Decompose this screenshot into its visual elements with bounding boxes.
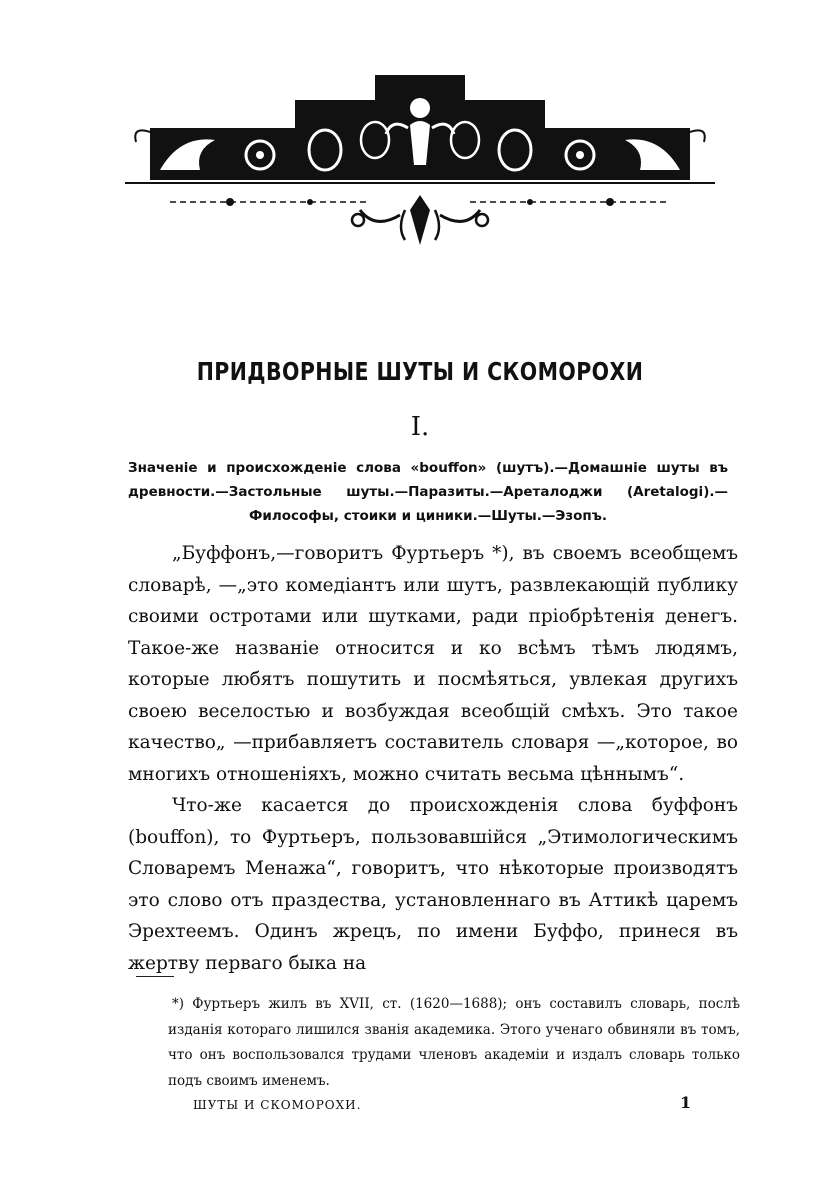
chapter-summary: Значеніе и происхожденіе слова «bouffon» (шутъ).—Домашніе шуты въ древности.—Застольные шуты.—Паразиты.—Ареталоджи (Aretalogi).—Философы, стоики и циники.—Шуты.—Эзопъ. [128, 460, 728, 524]
chapter-number: I. [410, 412, 430, 442]
page-title: ПРИДВОРНЫЕ ШУТЫ И СКОМОРОХИ [196, 357, 644, 386]
running-title: ШУТЫ И СКОМОРОХИ. [193, 1098, 362, 1112]
footnote-rule [136, 976, 174, 977]
footnote-text: *) Фуртьеръ жилъ въ XVII, ст. (1620—1688); онъ составилъ словарь, послѣ изданія котораго лишился званія академика. Этого ученаго обвиняли въ томъ, что онъ воспользовался трудами членовъ академіи и издалъ словарь только подъ своимъ именемъ. [168, 996, 740, 1089]
decorative-headpiece-icon [120, 70, 720, 250]
footnote [168, 992, 740, 1094]
page-number: 1 [680, 1093, 692, 1112]
body-text [128, 538, 738, 979]
paragraph: Что-же касается до происхожденія слова буффонъ (bouffon), то Фуртьеръ, пользовавшійся „Этимологическимъ Словаремъ Менажа“, говоритъ, что нѣкоторые производятъ это слово отъ праздества, установленнаго въ Аттикѣ царемъ Эрехтеемъ. Одинъ жрецъ, по имени Буффо, принеся въ жертву перваго быка на [128, 795, 738, 974]
paragraph: „Буффонъ,—говоритъ Фуртьеръ *), въ своемъ всеобщемъ словарѣ, —„это комедіантъ или шутъ, развлекающій публику своими остротами или шутками, ради пріобрѣтенія денегъ. Такое-же названіе относится и ко всѣмъ тѣмъ людямъ, которые любятъ пошутить и посмѣяться, увлекая другихъ своею веселостью и возбуждая всеобщій смѣхъ. Это такое качество„ —прибавляетъ составитель словаря —„которое, во многихъ отношеніяхъ, можно считать весьма цѣннымъ“. [128, 543, 738, 785]
